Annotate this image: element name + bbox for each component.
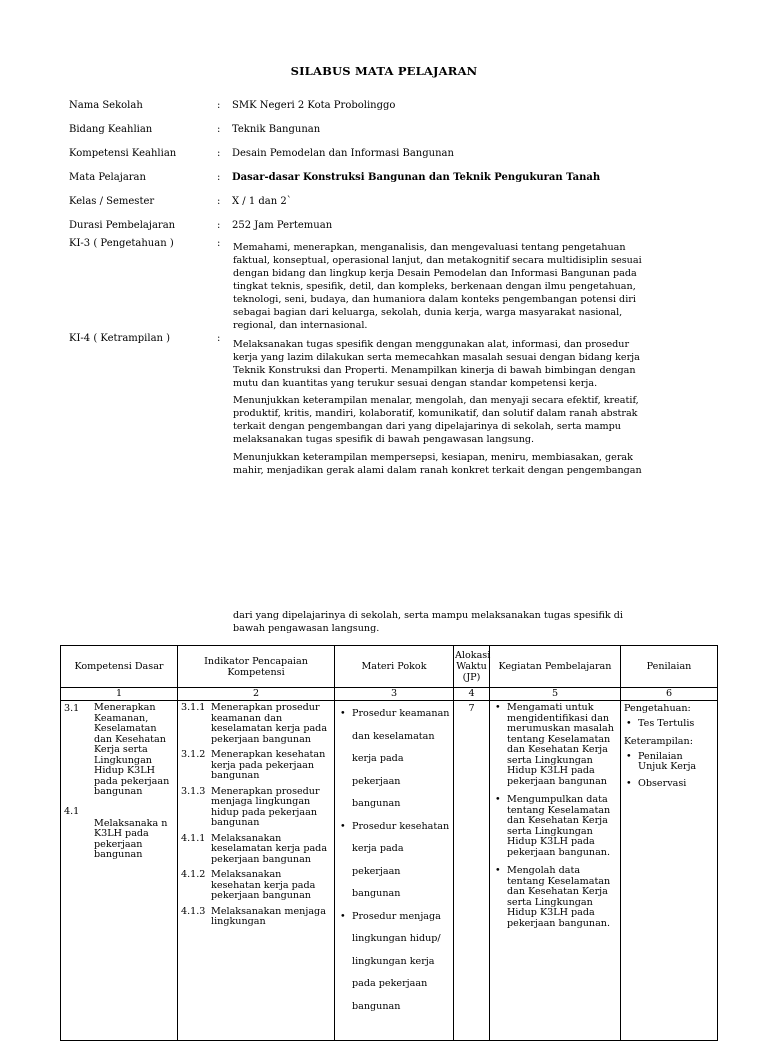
indikator-text: Melaksanakan menjaga lingkungan: [211, 905, 326, 927]
text-line: dengan bidang dan lingkup kerja Desain Pemodelan dan Informasi Bangunan pada: [233, 268, 637, 279]
indikator-text: Menerapkan kesehatan kerja pada pekerjaan bangunan: [211, 749, 326, 781]
meta-colon: :: [217, 196, 221, 207]
kd-text: Menerapkan Keamanan, Keselamatan dan Kesehatan Kerja serta Lingkungan Hidup K3LH pada pekerjaan bangunan: [94, 702, 170, 797]
indikator-cell: [178, 701, 335, 1041]
meta-value: SMK Negeri 2 Kota Probolinggo: [232, 100, 396, 111]
penilaian-item: • Tes Tertulis: [624, 719, 714, 730]
indikator-text: Melaksanakan keselamatan kerja pada pekerjaan bangunan: [211, 832, 328, 865]
meta-label: Durasi Pembelajaran: [69, 220, 176, 231]
text-line: regional, dan internasional.: [233, 320, 368, 331]
col-number: 3: [335, 688, 454, 701]
table-row: [61, 701, 718, 1041]
text-line: Melaksanakan tugas spesifik dengan menggunakan alat, informasi, dan prosedur: [233, 339, 630, 350]
indikator-item: [181, 787, 331, 829]
text-line: mahir, menjadikan gerak alami dalam ranah konkret terkait dengan pengembangan: [233, 465, 642, 476]
text-line: bawah pengawasan langsung.: [233, 623, 380, 634]
kompetensi-dasar-cell: [61, 701, 178, 1041]
keterampilan-list: [624, 752, 714, 790]
text-line: dari yang dipelajarinya di sekolah, serta mampu melaksanakan tugas spesifik di: [233, 610, 623, 621]
meta-label: Kelas / Semester: [69, 196, 155, 207]
meta-value: Desain Pemodelan dan Informasi Bangunan: [232, 148, 454, 159]
kegiatan-list: [493, 703, 617, 929]
meta-value: X / 1 dan 2`: [232, 196, 292, 207]
text-line: tingkat teknis, spesifik, detil, dan kompleks, berkenaan dengan ilmu pengetahuan,: [233, 281, 636, 292]
indikator-number: 4.1.3: [181, 905, 206, 917]
indikator-text: Menerapkan prosedur menjaga lingkungan hidup pada pekerjaan bangunan: [211, 785, 320, 828]
indikator-number: 4.1.2: [181, 869, 206, 880]
header-alokasi-waktu: Alokasi Waktu (JP): [454, 646, 490, 688]
meta-colon: :: [217, 220, 221, 231]
meta-colon: :: [217, 148, 221, 159]
kd-item: [64, 703, 174, 798]
col-number: 4: [454, 688, 490, 701]
ki4-continuation: [233, 609, 703, 635]
header-kegiatan: Kegiatan Pembelajaran: [490, 646, 621, 688]
col-number: 6: [621, 688, 718, 701]
meta-colon: :: [217, 333, 221, 344]
kd-number: 4.1: [64, 805, 80, 817]
penilaian-cell: [621, 701, 718, 1041]
page-title: SILABUS MATA PELAJARAN: [290, 64, 478, 78]
kegiatan-item: • Mengamati untuk mengidentifikasi dan merumuskan masalah tentang Keselamatan dan Kesehatan Kerja serta Lingkungan Hidup K3LH pada pekerjaan bangunan: [493, 703, 617, 787]
kd-item: [64, 806, 174, 861]
kegiatan-cell: [490, 701, 621, 1041]
indikator-number: 3.1.1: [181, 702, 206, 713]
syllabus-table: [60, 645, 718, 1041]
text-line: Menunjukkan keterampilan mempersepsi, kesiapan, meniru, membiasakan, gerak: [233, 452, 633, 463]
pengetahuan-label: Pengetahuan:: [624, 703, 691, 714]
indikator-item: [181, 907, 331, 928]
materi-item: • Prosedur keamanan dan keselamatan kerja pada pekerjaan bangunan: [338, 703, 450, 816]
indikator-number: 3.1.2: [181, 749, 206, 760]
meta-colon: :: [217, 238, 221, 249]
alokasi-cell: 7: [454, 701, 490, 1041]
indikator-number: 4.1.1: [181, 832, 206, 844]
text-line: Teknik Konstruksi dan Properti. Menampilkan kinerja di bawah bimbingan dengan: [233, 365, 636, 376]
col-number: 2: [178, 688, 335, 701]
indikator-item: [181, 870, 331, 902]
materi-item: • Prosedur kesehatan kerja pada pekerjaan bangunan: [338, 816, 450, 906]
text-line: terkait dengan pengembangan dari yang dipelajarinya di sekolah, serta mampu: [233, 421, 621, 432]
kd-text: Melaksanaka n K3LH pada pekerjaan bangunan: [94, 817, 168, 860]
meta-colon: :: [217, 124, 221, 135]
text-line: produktif, kritis, mandiri, kolaboratif, komunikatif, dan solutif dalam ranah abstrak: [233, 408, 638, 419]
meta-label: KI-3 ( Pengetahuan ): [69, 238, 174, 249]
meta-label: Kompetensi Keahlian: [69, 148, 177, 159]
ki3-text: [233, 241, 700, 332]
col-number: 5: [490, 688, 621, 701]
text-line: mutu dan kuantitas yang terukur sesuai dengan standar kompetensi kerja.: [233, 378, 598, 389]
header-kompetensi-dasar: Kompetensi Dasar: [61, 646, 178, 688]
text-line: kerja yang lazim dilakukan serta memecahkan masalah sesuai dengan bidang kerja: [233, 352, 640, 363]
indikator-text: Menerapkan prosedur keamanan dan keselamatan kerja pada pekerjaan bangunan: [211, 702, 328, 745]
indikator-item: [181, 703, 331, 745]
penilaian-item: • Observasi: [624, 779, 714, 790]
text-line: Menunjukkan keterampilan menalar, mengolah, dan menyaji secara efektif, kreatif,: [233, 395, 639, 406]
indikator-number: 3.1.3: [181, 785, 206, 797]
materi-item: • Prosedur menjaga lingkungan hidup/ lingkungan kerja pada pekerjaan bangunan: [338, 906, 450, 1019]
indikator-text: Melaksanakan kesehatan kerja pada pekerjaan bangunan: [211, 869, 316, 901]
col-number: 1: [61, 688, 178, 701]
penilaian-item: • Penilaian Unjuk Kerja: [624, 752, 714, 773]
keterampilan-label: Keterampilan:: [624, 735, 693, 747]
meta-value: Dasar-dasar Konstruksi Bangunan dan Teknik Pengukuran Tanah: [232, 172, 601, 183]
meta-label: KI-4 ( Ketrampilan ): [69, 333, 171, 344]
text-line: Memahami, menerapkan, menganalisis, dan mengevaluasi tentang pengetahuan: [233, 242, 626, 253]
header-materi-pokok: Materi Pokok: [335, 646, 454, 688]
kegiatan-item: • Mengumpulkan data tentang Keselamatan dan Kesehatan Kerja serta Lingkungan Hidup K3LH pada pekerjaan bangunan.: [493, 795, 617, 858]
indikator-item: [181, 750, 331, 782]
indikator-item: [181, 834, 331, 866]
pengetahuan-list: [624, 719, 714, 730]
text-line: teknologi, seni, budaya, dan humaniora dalam konteks pengembangan potensi diri: [233, 294, 636, 305]
ki4-paragraph-1: [233, 338, 700, 390]
kd-number: 3.1: [64, 703, 80, 714]
ki4-paragraph-3: [233, 451, 700, 477]
meta-colon: :: [217, 172, 221, 183]
meta-label: Bidang Keahlian: [69, 124, 153, 135]
meta-value: 252 Jam Pertemuan: [232, 220, 333, 231]
text-line: faktual, konseptual, operasional lanjut, dan metakognitif secara multidisiplin sesuai: [233, 255, 642, 266]
meta-label: Nama Sekolah: [69, 100, 143, 111]
header-indikator: Indikator Pencapaian Kompetensi: [178, 646, 335, 688]
meta-label: Mata Pelajaran: [69, 172, 146, 183]
ki4-paragraph-2: [233, 394, 700, 446]
kegiatan-item: • Mengolah data tentang Keselamatan dan Kesehatan Kerja serta Lingkungan Hidup K3LH pada pekerjaan bangunan.: [493, 866, 617, 929]
materi-cell: [335, 701, 454, 1041]
text-line: melaksanakan tugas spesifik di bawah pengawasan langsung.: [233, 434, 535, 445]
header-penilaian: Penilaian: [621, 646, 718, 688]
materi-list: [338, 703, 450, 1018]
meta-colon: :: [217, 100, 221, 111]
text-line: sebagai bagian dari keluarga, sekolah, dunia kerja, warga masyarakat nasional,: [233, 307, 623, 318]
meta-value: Teknik Bangunan: [232, 124, 321, 135]
